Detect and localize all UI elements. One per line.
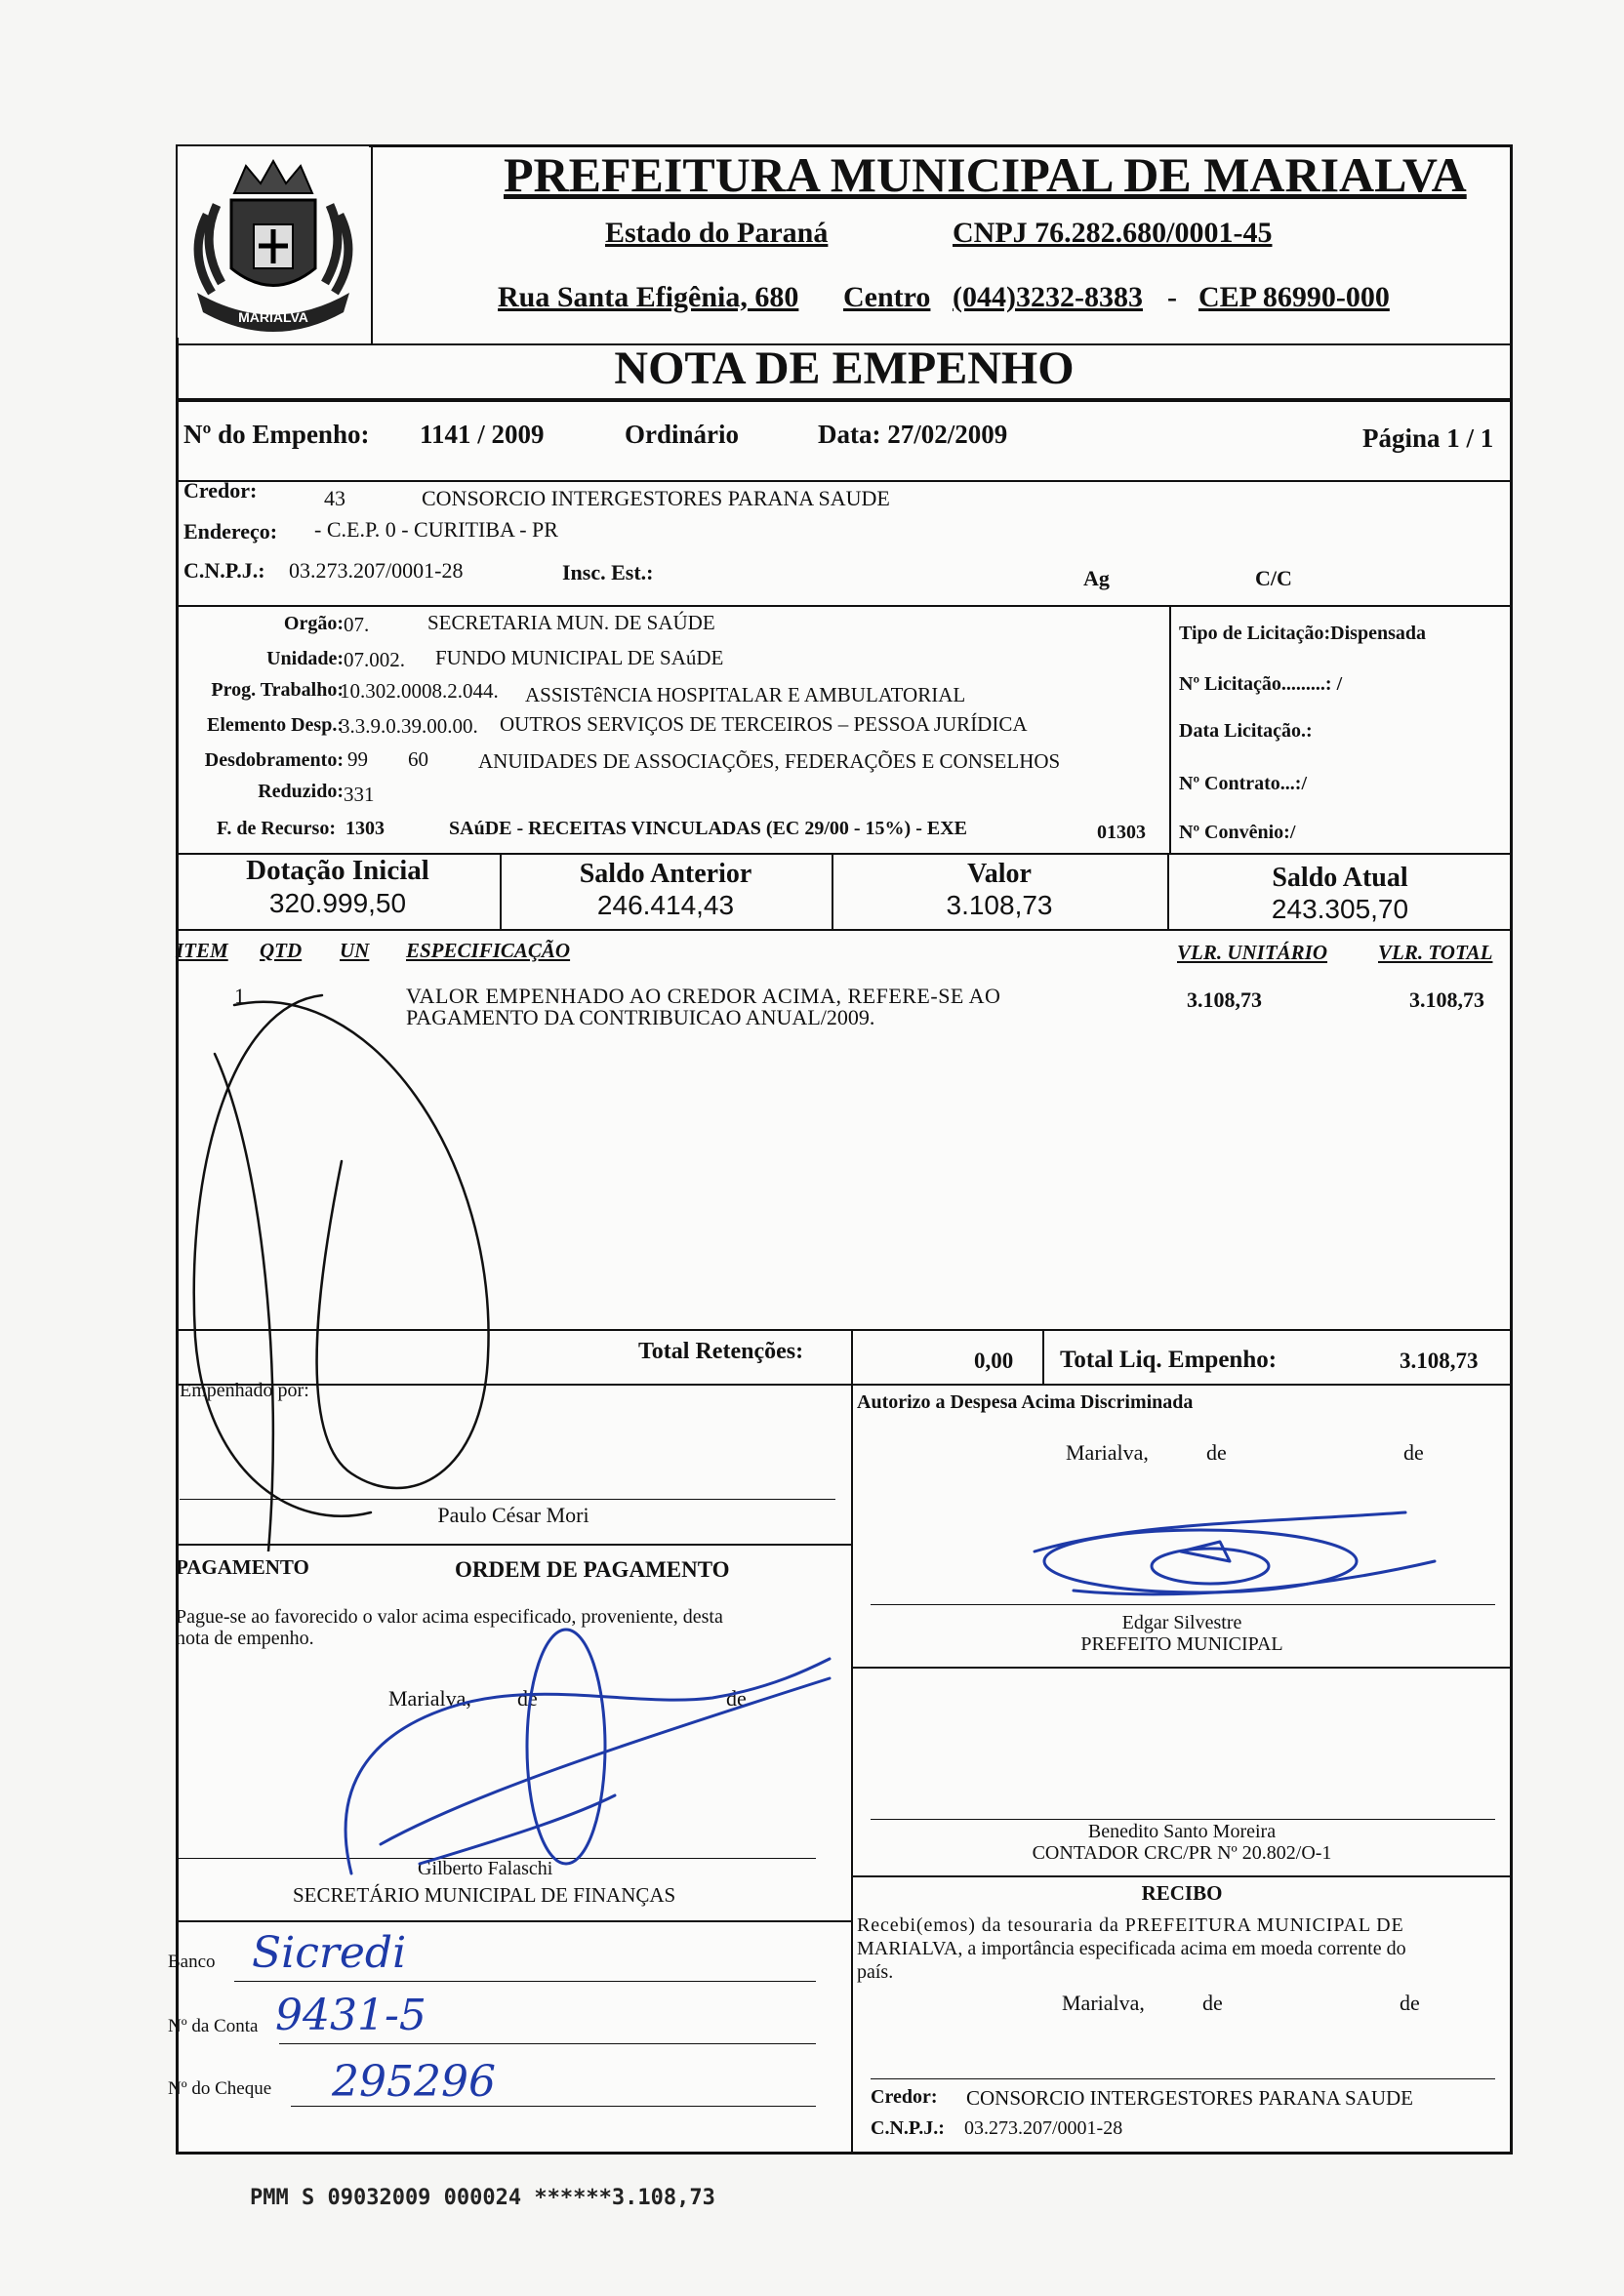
prefeito-name: Edgar Silvestre bbox=[1121, 1612, 1242, 1633]
valor-value: 3.108,73 bbox=[946, 890, 1053, 920]
recibo-de1: de bbox=[1202, 1991, 1223, 2015]
contador-role: CONTADOR CRC/PR Nº 20.802/O-1 bbox=[1032, 1842, 1332, 1864]
svg-text:MARIALVA: MARIALVA bbox=[238, 309, 308, 325]
saldo-anterior-value: 246.414,43 bbox=[596, 890, 735, 920]
empenho-label: Nº do Empenho: bbox=[183, 420, 370, 449]
empenho-handwritten-signature bbox=[176, 966, 508, 1551]
tipo-licitacao: Tipo de Licitação:Dispensada bbox=[1179, 623, 1426, 644]
total-liq-label: Total Liq. Empenho: bbox=[1060, 1347, 1278, 1373]
rule bbox=[851, 1875, 1513, 1877]
prog-trabalho-code: 10.302.0008.2.044. bbox=[340, 679, 499, 703]
credor-label: Credor: bbox=[183, 478, 258, 503]
recibo-text-line2: MARIALVA, a importância especificada acima em moeda corrente do bbox=[857, 1938, 1406, 1959]
pagamento-de1: de bbox=[517, 1686, 538, 1711]
banco-handwritten: Sicredi bbox=[252, 1928, 407, 1978]
header-divider bbox=[371, 144, 373, 345]
municipal-crest-logo bbox=[178, 146, 369, 338]
fonte-recurso-code2: 01303 bbox=[1097, 822, 1146, 843]
numero-contrato: Nº Contrato...:/ bbox=[1179, 773, 1308, 794]
prefeito-signature bbox=[1015, 1493, 1444, 1610]
numero-convenio: Nº Convênio:/ bbox=[1179, 822, 1296, 843]
cnpj-label: C.N.P.J.: bbox=[183, 558, 265, 583]
recibo-credor-name: CONSORCIO INTERGESTORES PARANA SAUDE bbox=[966, 2086, 1413, 2110]
header-district: Centro bbox=[843, 281, 931, 313]
item-vlr-total: 3.108,73 bbox=[1409, 987, 1484, 1012]
header-title: PREFEITURA MUNICIPAL DE MARIALVA bbox=[504, 147, 1467, 202]
rule bbox=[176, 605, 1513, 607]
saldo-anterior-label: Saldo Anterior bbox=[579, 859, 752, 889]
payment-stamp: PMM S 09032009 000024 ******3.108,73 bbox=[250, 2186, 715, 2210]
col-header-item: ITEM bbox=[176, 939, 228, 962]
header-cep: CEP 86990-000 bbox=[1198, 281, 1390, 313]
valor-label: Valor bbox=[967, 859, 1032, 889]
summary-divider bbox=[1042, 1329, 1044, 1384]
header-separator: - bbox=[1167, 281, 1177, 313]
banco-line bbox=[234, 1981, 816, 1982]
total-liq-value: 3.108,73 bbox=[1400, 1349, 1479, 1373]
unidade-label: Unidade: bbox=[266, 648, 344, 669]
prog-trabalho-label: Prog. Trabalho: bbox=[211, 679, 344, 701]
lower-divider bbox=[851, 1384, 853, 2155]
orgao-label: Orgão: bbox=[283, 613, 344, 634]
ag-label: Ag bbox=[1083, 566, 1110, 590]
cheque-handwritten: 295296 bbox=[332, 2057, 496, 2107]
empenho-type: Ordinário bbox=[625, 420, 740, 449]
conta-handwritten: 9431-5 bbox=[275, 1991, 426, 2040]
recibo-de2: de bbox=[1400, 1991, 1420, 2015]
insc-est-label: Insc. Est.: bbox=[562, 560, 654, 584]
contador-name: Benedito Santo Moreira bbox=[1087, 1821, 1277, 1842]
empenho-date: Data: 27/02/2009 bbox=[818, 420, 1008, 449]
autorizo-city: Marialva, bbox=[1066, 1440, 1149, 1465]
prefeito-role: PREFEITO MUNICIPAL bbox=[1080, 1633, 1283, 1655]
desdobramento-b: 60 bbox=[408, 747, 428, 771]
elemento-code: 3.3.9.0.39.00.00. bbox=[340, 714, 478, 738]
col-header-especificacao: ESPECIFICAÇÃO bbox=[406, 939, 571, 962]
elemento-name: OUTROS SERVIÇOS DE TERCEIROS – PESSOA JURÍDICA bbox=[500, 712, 1028, 736]
unidade-name: FUNDO MUNICIPAL DE SAúDE bbox=[435, 646, 724, 669]
summary-divider bbox=[851, 1329, 853, 1384]
endereco-label: Endereço: bbox=[183, 519, 278, 544]
conta-line bbox=[279, 2043, 816, 2044]
pagamento-city: Marialva, bbox=[388, 1686, 471, 1711]
dotacao-value: 320.999,50 bbox=[268, 888, 407, 918]
rule bbox=[851, 1667, 1513, 1669]
item-number: 1 bbox=[234, 984, 245, 1008]
recibo-cnpj: 03.273.207/0001-28 bbox=[964, 2117, 1123, 2139]
recibo-title: RECIBO bbox=[1141, 1881, 1223, 1905]
desdobramento-name: ANUIDADES DE ASSOCIAÇÕES, FEDERAÇÕES E CONSELHOS bbox=[478, 749, 1061, 773]
item-spec-line1: VALOR EMPENHADO AO CREDOR ACIMA, REFERE-SE AO bbox=[406, 984, 1001, 1008]
document-title: NOTA DE EMPENHO bbox=[614, 342, 1075, 394]
desdobramento-a: 99 bbox=[347, 747, 368, 771]
reduzido-label: Reduzido: bbox=[258, 781, 344, 802]
prog-trabalho-name: ASSISTêNCIA HOSPITALAR E AMBULATORIAL bbox=[525, 683, 966, 706]
empenho-number: 1141 / 2009 bbox=[420, 420, 545, 449]
item-vlr-unitario: 3.108,73 bbox=[1187, 987, 1262, 1012]
numero-licitacao: Nº Licitação.........: / bbox=[1179, 673, 1343, 695]
banco-label: Banco bbox=[168, 1952, 216, 1972]
rule bbox=[176, 929, 1513, 931]
credor-code: 43 bbox=[324, 486, 345, 510]
orgao-code: 07. bbox=[344, 613, 370, 636]
signature-line bbox=[871, 2078, 1495, 2079]
secretario-signature bbox=[322, 1600, 849, 1883]
empenhado-name: Paulo César Mori bbox=[437, 1503, 589, 1527]
col-header-vlr-unitario: VLR. UNITÁRIO bbox=[1177, 941, 1328, 964]
reduzido-value: 331 bbox=[344, 783, 375, 806]
orgao-name: SECRETARIA MUN. DE SAÚDE bbox=[427, 611, 715, 634]
col-header-un: UN bbox=[340, 939, 370, 962]
col-header-qtd: QTD bbox=[260, 939, 303, 962]
item-spec-line2: PAGAMENTO DA CONTRIBUICAO ANUAL/2009. bbox=[406, 1005, 875, 1029]
desdobramento-label: Desdobramento: bbox=[204, 749, 344, 771]
credor-name: CONSORCIO INTERGESTORES PARANA SAUDE bbox=[422, 486, 890, 510]
recibo-text-line3: país. bbox=[857, 1961, 894, 1983]
secretario-name: Gilberto Falaschi bbox=[418, 1858, 553, 1879]
saldo-atual-label: Saldo Atual bbox=[1272, 863, 1408, 893]
saldo-atual-value: 243.305,70 bbox=[1271, 894, 1409, 924]
pagamento-title: PAGAMENTO bbox=[176, 1555, 309, 1579]
total-retencoes-value: 0,00 bbox=[974, 1349, 1014, 1373]
rule bbox=[176, 1920, 851, 1922]
autorizo-de1: de bbox=[1206, 1440, 1227, 1465]
dotacao-label: Dotação Inicial bbox=[246, 855, 429, 886]
unidade-code: 07.002. bbox=[344, 648, 405, 671]
autorizo-de2: de bbox=[1403, 1440, 1424, 1465]
data-licitacao: Data Licitação.: bbox=[1179, 720, 1313, 742]
autorizo-text: Autorizo a Despesa Acima Discriminada bbox=[857, 1391, 1194, 1413]
header-phone: (044)3232-8383 bbox=[953, 281, 1143, 313]
rule bbox=[176, 480, 1513, 482]
recibo-credor-label: Credor: bbox=[871, 2086, 938, 2108]
fonte-recurso-label: F. de Recurso: bbox=[216, 818, 336, 839]
recibo-city: Marialva, bbox=[1062, 1991, 1145, 2015]
cc-label: C/C bbox=[1255, 566, 1292, 590]
header-address: Rua Santa Efigênia, 680 bbox=[498, 281, 799, 313]
total-retencoes-label: Total Retenções: bbox=[638, 1339, 804, 1364]
header-cnpj: CNPJ 76.282.680/0001-45 bbox=[953, 217, 1273, 249]
col-header-vlr-total: VLR. TOTAL bbox=[1378, 941, 1493, 964]
header-state: Estado do Paraná bbox=[605, 217, 829, 249]
rule bbox=[176, 398, 1513, 402]
pagamento-de2: de bbox=[726, 1686, 747, 1711]
conta-label: Nº da Conta bbox=[168, 2016, 259, 2036]
fonte-recurso-code: 1303 bbox=[345, 818, 385, 839]
empenho-page: Página 1 / 1 bbox=[1362, 423, 1494, 453]
pagamento-text-line2: nota de empenho. bbox=[176, 1628, 314, 1649]
recibo-text-line1: Recebi(emos) da tesouraria da PREFEITURA MUNICIPAL DE bbox=[857, 1914, 1404, 1936]
empenhado-por-label: Empenhado por: bbox=[180, 1380, 309, 1401]
cheque-label: Nº do Cheque bbox=[168, 2078, 272, 2099]
pagamento-text-line1: Pague-se ao favorecido o valor acima especificado, proveniente, desta bbox=[176, 1606, 723, 1628]
elemento-label: Elemento Desp.: bbox=[207, 714, 344, 736]
fonte-recurso-name: SAúDE - RECEITAS VINCULADAS (EC 29/00 - 15%) - EXE bbox=[449, 818, 967, 839]
ordem-pagamento-title: ORDEM DE PAGAMENTO bbox=[455, 1557, 730, 1582]
secretario-role: SECRETÁRIO MUNICIPAL DE FINANÇAS bbox=[293, 1883, 676, 1907]
signature-line bbox=[871, 1819, 1495, 1820]
recibo-cnpj-label: C.N.P.J.: bbox=[871, 2117, 945, 2139]
credor-address: - C.E.P. 0 - CURITIBA - PR bbox=[314, 517, 558, 542]
licitacao-divider bbox=[1169, 605, 1171, 855]
credor-cnpj: 03.273.207/0001-28 bbox=[289, 558, 464, 583]
